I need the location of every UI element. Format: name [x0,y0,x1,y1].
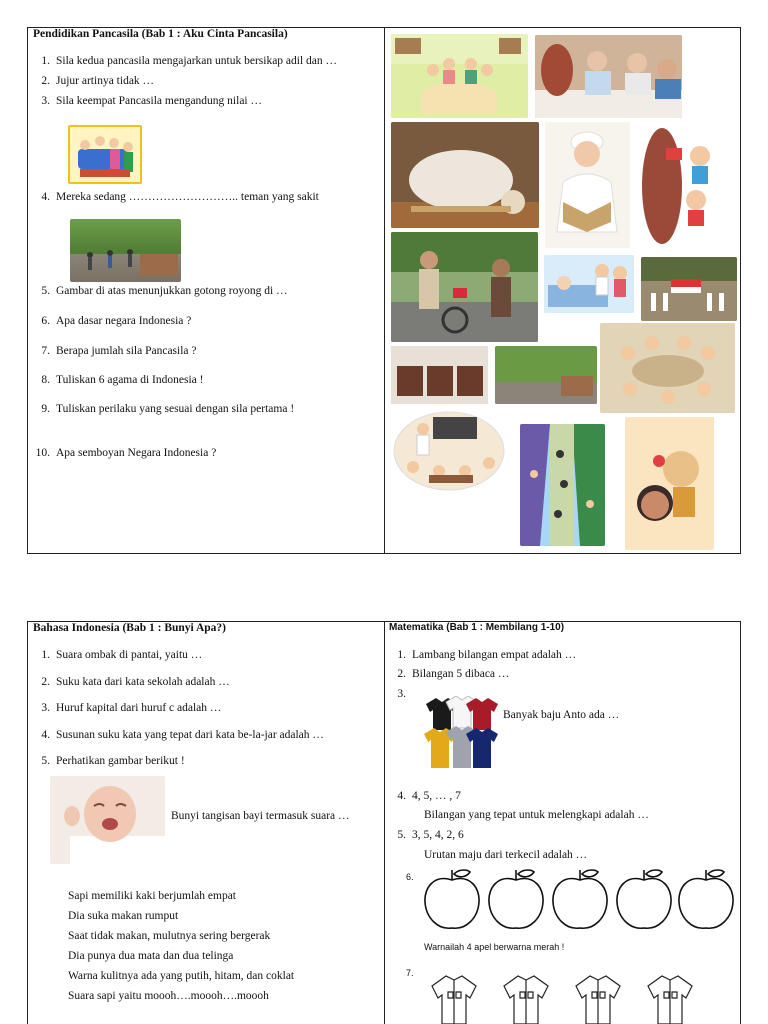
pancasila-q3: 3. Sila keempat Pancasila mengandung nilai … [41,95,262,107]
group-discussion-illustration [600,323,735,413]
kids-playing-illustration [636,124,728,248]
bahasa-q2: 2. Suku kata dari kata sekolah adalah … [41,676,230,688]
crying-baby-photo [50,776,165,864]
shirt-outlines-row [426,972,716,1024]
teacher-class-illustration [393,411,506,491]
praying-person-photo [391,122,539,228]
bahasa-q5: 5. Perhatikan gambar berikut ! [41,755,185,767]
pancasila-q10: 10. Apa semboyan Negara Indonesia ? [35,447,217,459]
column-divider-bottom [384,622,385,1024]
gotong-royong-photo [70,219,181,282]
two-kids-hugging-illustration [625,417,714,550]
sapi-line-2: Dia suka makan rumput [68,910,179,922]
bahasa-q1: 1. Suara ombak di pantai, yaitu … [41,649,203,661]
pancasila-q7: 7. Berapa jumlah sila Pancasila ? [41,345,197,357]
matematika-q2: 2. Bilangan 5 dibaca … [397,668,510,680]
matematika-q6: Warnailah 4 apel berwarna merah ! [424,942,565,952]
apple-icon [425,870,479,928]
matematika-q6-num: 6. [406,872,414,882]
pancasila-q6: 6. Apa dasar negara Indonesia ? [41,315,192,327]
bahasa-title: Bahasa Indonesia (Bab 1 : Bunyi Apa?) [33,622,227,634]
community-work-illustration [520,424,605,546]
sapi-line-1: Sapi memiliki kaki berjumlah empat [68,890,236,902]
baby-caption: Bunyi tangisan bayi termasuk suara … [171,810,350,822]
matematika-q4-sub: Bilangan yang tepat untuk melengkapi adalah … [424,809,649,821]
matematika-title: Matematika (Bab 1 : Membilang 1-10) [389,622,565,633]
pancasila-q9: 9. Tuliskan perilaku yang sesuai dengan sila pertama ! [41,403,295,415]
family-illustration [68,125,142,184]
pancasila-q2: 2. Jujur artinya tidak … [41,75,155,87]
matematika-q7-num: 7. [406,968,414,978]
matematika-q1: 1. Lambang bilangan empat adalah … [397,649,577,661]
apples-row [422,866,734,932]
boy-reading-quran-photo [545,122,630,248]
bahasa-q4: 4. Susunan suku kata yang tepat dari kata be-la-jar adalah … [41,729,324,741]
flag-ceremony-photo [641,257,737,321]
family-prayer-photo [535,35,682,118]
gotong-royong-photo-small [495,346,597,404]
sapi-line-6: Suara sapi yaitu moooh….moooh….moooh [68,990,269,1002]
pancasila-title: Pendidikan Pancasila (Bab 1 : Aku Cinta Pancasila) [33,28,288,40]
matematika-q4: 4. 4, 5, … , 7 [397,790,461,802]
sapi-line-3: Saat tidak makan, mulutnya sering bergerak [68,930,271,942]
matematika-q3-num: 3. [397,688,406,700]
classroom-photo [391,346,488,404]
sapi-line-4: Dia punya dua mata dan dua telinga [68,950,234,962]
visiting-sick-illustration [544,255,634,313]
helping-elderly-photo [391,232,538,342]
column-divider [384,28,385,553]
pancasila-q5: 5. Gambar di atas menunjukkan gotong royong di … [41,285,288,297]
shirts-illustration [422,696,502,770]
family-dinner-illustration [391,34,528,118]
matematika-q5-sub: Urutan maju dari terkecil adalah … [424,849,588,861]
sapi-line-5: Warna kulitnya ada yang putih, hitam, dan coklat [68,970,295,982]
pancasila-q8: 8. Tuliskan 6 agama di Indonesia ! [41,374,204,386]
bahasa-q3: 3. Huruf kapital dari huruf c adalah … [41,702,222,714]
matematika-q5: 5. 3, 5, 4, 2, 6 [397,829,464,841]
pancasila-q1: 1. Sila kedua pancasila mengajarkan untuk bersikap adil dan … [41,55,338,67]
matematika-q3: Banyak baju Anto ada … [503,709,620,721]
pancasila-q4: 4. Mereka sedang ……………………….. teman yang sakit [41,191,319,203]
